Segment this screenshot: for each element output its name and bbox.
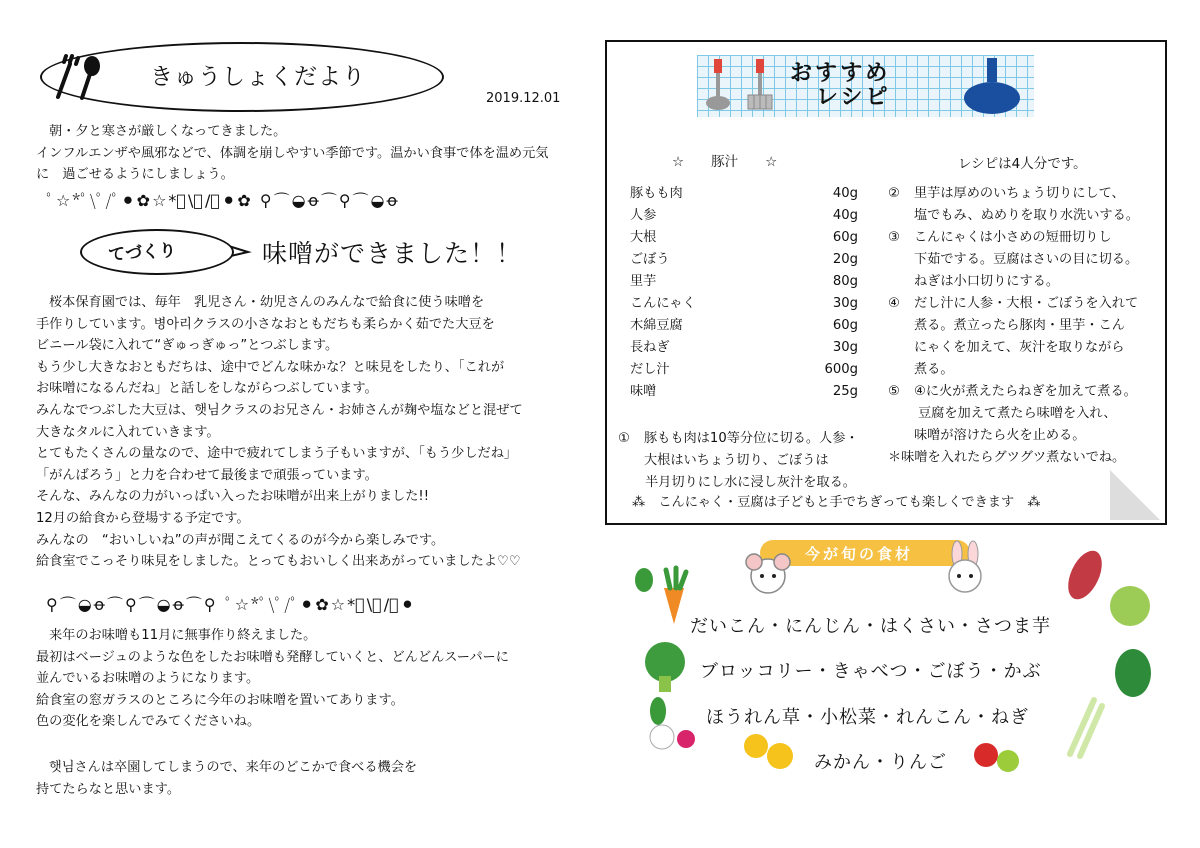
ingredient-name: 長ねぎ	[630, 340, 670, 355]
step-number: ④	[888, 296, 900, 311]
step-line: 里芋は厚めのいちょう切りにして、	[914, 186, 1125, 201]
step-number: ⑤	[888, 384, 900, 399]
ingredient-names	[630, 183, 696, 403]
story-line: もう少し大きなおともだちは、途中でどんな味かな？と味見をしたり、「これが	[36, 359, 505, 375]
intro-line: に 過ごせるようにしましょう。	[36, 167, 234, 183]
broccoli-icon	[635, 640, 695, 695]
step-line: ④に火が煮えたらねぎを加えて煮る。	[914, 384, 1137, 399]
next-year-paragraph	[36, 625, 509, 733]
ingredient-name: ごぼう	[630, 252, 670, 267]
seasonal-line: だいこん・にんじん・はくさい・さつま芋	[690, 616, 1051, 637]
mandarin-icon	[740, 728, 800, 776]
recipe-step-1	[618, 428, 859, 494]
step-line: 半月切りにし水に浸し灰汁を取る。	[645, 475, 856, 490]
recipe-steps	[888, 183, 1139, 469]
fork-spoon-icon	[48, 52, 108, 102]
ingredient-amount: 25g	[832, 384, 858, 399]
story-line: みんなでつぶした大豆は、햇님クラスのお兄さん・お姉さんが麹や塩などと混ぜて	[36, 402, 523, 418]
intro-line: インフルエンザや風邪などで、体調を崩しやすい季節です。温かい食事で体を温め元気	[36, 145, 549, 161]
step-line: 味噌が溶けたら火を止める。	[914, 428, 1086, 443]
page-curl	[1110, 470, 1160, 520]
story-line: そんな、みんなの力がいっぱい入ったお味噌が出来上がりました!!	[36, 489, 430, 505]
step-line: 豆腐を加えて煮たら味噌を入れ、	[918, 406, 1117, 421]
story-line: 手作りしています。병아리クラスの小さなおともだちも柔らかく茹でた大豆を	[36, 316, 495, 332]
step-line: 煮る。	[914, 362, 954, 377]
leek-icon	[1060, 690, 1110, 760]
next-year-line: 給食室の窓ガラスのところに今年のお味噌を置いてあります。	[36, 692, 404, 708]
recipe-step-5	[888, 381, 1139, 447]
spinach-icon	[1108, 645, 1158, 700]
ingredient-name: 味噌	[630, 384, 657, 399]
story-line: 「がんばろう」と力を合わせて最後まで頑張っています。	[36, 467, 378, 483]
next-year-line: 色の変化を楽しんでみてくださいね。	[36, 714, 261, 730]
recipe-note: ＊味噌を入れたらグツグツ煮ないでね。	[888, 450, 1126, 465]
ingredient-amounts	[818, 183, 858, 403]
ingredient-name: 大根	[630, 230, 657, 245]
ingredient-amount: 60g	[832, 318, 858, 333]
ingredient-amount: 600g	[824, 362, 858, 377]
turnip-icon	[640, 695, 700, 760]
ingredient-amount: 30g	[832, 296, 858, 311]
step-number: ②	[888, 186, 900, 201]
ingredient-name: 豚もも肉	[630, 186, 683, 201]
ingredient-name: だし汁	[630, 362, 670, 377]
ladle-whisk-icon	[700, 55, 800, 115]
ingredient-name: 人参	[630, 208, 657, 223]
banner-line: レシピ	[816, 85, 891, 110]
banner-line: おすすめ	[790, 61, 891, 86]
seasonal-line: ほうれん草・小松菜・れんこん・ねぎ	[706, 707, 1029, 728]
recipe-dish-name: ☆ 豚汁 ☆	[672, 154, 778, 170]
step-line: 豚もも肉は10等分位に切る。人参・	[644, 431, 859, 446]
apple-icon	[968, 735, 1028, 783]
ingredient-amount: 80g	[832, 274, 858, 289]
recipe-footer-note: ⁂ こんにゃく・豆腐は子どもと手でちぎっても楽しくできます ⁂	[632, 495, 1041, 510]
recipe-step-4	[888, 293, 1139, 381]
next-year-line: 並んでいるお味噌のようになります。	[36, 671, 260, 687]
story-line: 大きなタルに入れていきます。	[36, 424, 220, 440]
recipe-step-2	[888, 183, 1139, 227]
decorative-border-middle: ⚲⌒◒ꝋ⌒⚲⌒◒ꝋ⌒⚲ ﾟ☆*ﾟ\ﾟ/ﾟ⚫✿☆*ﾟ\ﾟ/ﾟ⚫	[46, 595, 417, 614]
closing-line: 持てたらなと思います。	[36, 781, 181, 797]
step-number: ③	[888, 230, 900, 245]
step-line: ねぎは小口切りにする。	[914, 274, 1060, 289]
ingredient-name: 里芋	[630, 274, 657, 289]
mouse-character-icon	[738, 548, 798, 598]
intro-paragraph	[36, 121, 548, 186]
story-line: 12月の給食から登場する予定です。	[36, 510, 250, 526]
decorative-border-top: ﾟ☆*ﾟ\ﾟ/ﾟ⚫✿☆*ﾟ\ﾟ/ﾟ⚫✿ ⚲⌒◒ꝋ⌒⚲⌒◒ꝋ	[46, 191, 400, 210]
ingredient-name: こんにゃく	[630, 296, 696, 311]
issue-date: 2019.12.01	[486, 91, 561, 106]
step-line: こんにゃくは小さめの短冊切りし	[914, 230, 1112, 245]
step-line: 煮る。煮立ったら豚肉・里芋・こん	[914, 318, 1125, 333]
story-line: 給食室でこっそり味見をしました。とってもおいしく出来あがっていましたよ♡♡	[36, 554, 521, 570]
step-number: ①	[618, 431, 630, 446]
story-line: 桜本保育園では、毎年 乳児さん・幼児さんのみんなで給食に使う味噌を	[49, 295, 485, 310]
intro-line: 朝・夕と寒さが厳しくなってきました。	[49, 124, 287, 139]
ingredient-amount: 60g	[832, 230, 858, 245]
ingredient-amount: 40g	[832, 186, 858, 201]
next-year-line: 来年のお味噌も11月に無事作り終えました。	[49, 628, 317, 643]
rabbit-character-icon	[935, 540, 995, 598]
step-line: にゃくを加えて、灰汁を取りながら	[914, 340, 1125, 355]
page-title: きゅうしょくだより	[150, 64, 366, 90]
step-line: だし汁に人参・大根・ごぼうを入れて	[914, 296, 1139, 311]
ingredient-amount: 40g	[832, 208, 858, 223]
seasonal-banner-title: 今が旬の食材	[805, 545, 914, 563]
ingredient-amount: 30g	[832, 340, 858, 355]
story-line: とてもたくさんの量なので、途中で疲れてしまう子もいますが、「もう少しだね」	[36, 446, 518, 462]
seasonal-line: ブロッコリー・きゃべつ・ごぼう・かぶ	[700, 661, 1042, 682]
miso-headline: 味噌ができました！！	[262, 239, 523, 268]
story-line: みんなの “おいしいね”の声が聞こえてくるのが今から楽しみです。	[36, 532, 445, 548]
closing-line: 햇님さんは卒園してしまうので、来年のどこかで食べる機会を	[49, 760, 418, 775]
recipe-step-3	[888, 227, 1139, 293]
step-line: 大根はいちょう切り、ごぼうは	[644, 453, 829, 468]
story-paragraph	[36, 292, 523, 573]
closing-paragraph	[36, 757, 417, 800]
step-line: 下茹でする。豆腐はさいの目に切る。	[914, 252, 1139, 267]
recipe-servings: レシピは4人分です。	[958, 156, 1087, 172]
carrot-icon	[630, 560, 690, 630]
next-year-line: 最初はベージュのような色をしたお味噌も発酵していくと、どんどんスーパーに	[36, 649, 509, 665]
ingredient-name: 木綿豆腐	[630, 318, 683, 333]
handmade-tag-label: てづくり	[107, 240, 177, 266]
story-line: ビニール袋に入れて“ぎゅっぎゅっ”とつぶします。	[36, 338, 339, 354]
seasonal-line: みかん・りんご	[814, 752, 947, 773]
ingredient-amount: 20g	[832, 252, 858, 267]
cabbage-icon	[1105, 580, 1155, 630]
pot-icon	[960, 56, 1030, 116]
story-line: お味噌になるんだね」と話しをしながらつぶしています。	[36, 381, 378, 397]
step-line: 塩でもみ、ぬめりを取り水洗いする。	[914, 208, 1139, 223]
recipe-banner-title	[790, 62, 890, 110]
